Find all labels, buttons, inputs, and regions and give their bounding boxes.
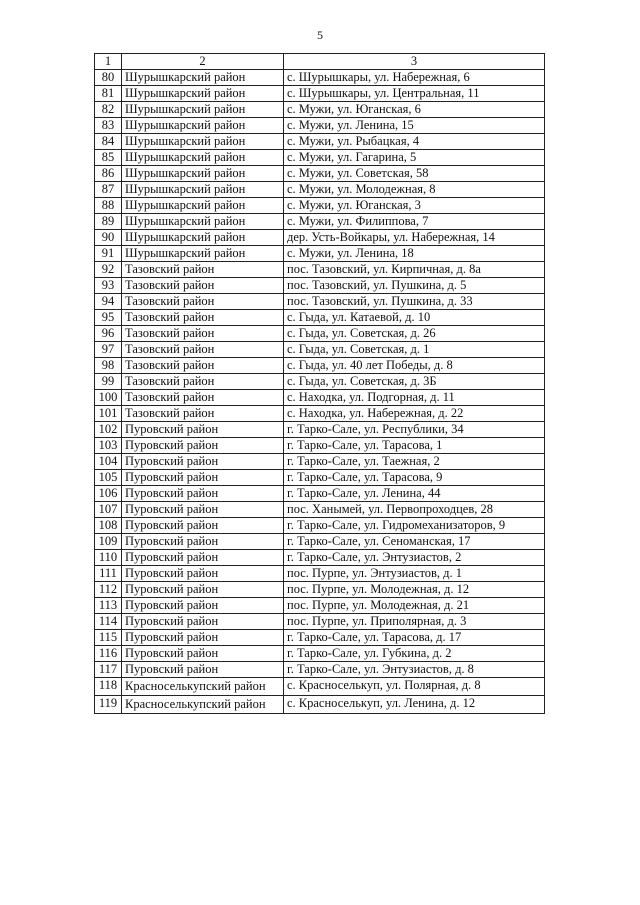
cell-district: Шурышкарский район bbox=[122, 182, 284, 198]
cell-number: 100 bbox=[95, 390, 122, 406]
document-table bbox=[94, 53, 545, 714]
cell-address: с. Мужи, ул. Молодежная, 8 bbox=[284, 182, 545, 198]
table-row bbox=[95, 566, 545, 582]
cell-address: с. Мужи, ул. Филиппова, 7 bbox=[284, 214, 545, 230]
table-row bbox=[95, 294, 545, 310]
cell-number: 103 bbox=[95, 438, 122, 454]
cell-district: Шурышкарский район bbox=[122, 118, 284, 134]
cell-district: Пуровский район bbox=[122, 582, 284, 598]
cell-address: г. Тарко-Сале, ул. Тарасова, д. 17 bbox=[284, 630, 545, 646]
table-row bbox=[95, 598, 545, 614]
cell-district: Шурышкарский район bbox=[122, 86, 284, 102]
table-row bbox=[95, 406, 545, 422]
table-row bbox=[95, 614, 545, 630]
cell-number: 115 bbox=[95, 630, 122, 646]
cell-number: 91 bbox=[95, 246, 122, 262]
cell-number: 101 bbox=[95, 406, 122, 422]
cell-district: Пуровский район bbox=[122, 422, 284, 438]
table-row bbox=[95, 230, 545, 246]
cell-district: Пуровский район bbox=[122, 662, 284, 678]
table-row bbox=[95, 182, 545, 198]
cell-district: Пуровский район bbox=[122, 486, 284, 502]
cell-address: с. Шурышкары, ул. Набережная, 6 bbox=[284, 70, 545, 86]
cell-district: Пуровский район bbox=[122, 598, 284, 614]
cell-district: Шурышкарский район bbox=[122, 102, 284, 118]
page-number: 5 bbox=[317, 28, 323, 42]
cell-address: с. Мужи, ул. Рыбацкая, 4 bbox=[284, 134, 545, 150]
table-row bbox=[95, 662, 545, 678]
cell-address: г. Тарко-Сале, ул. Энтузиастов, 2 bbox=[284, 550, 545, 566]
cell-district: Шурышкарский район bbox=[122, 198, 284, 214]
cell-district: Тазовский район bbox=[122, 358, 284, 374]
table-row bbox=[95, 262, 545, 278]
cell-address: с. Находка, ул. Набережная, д. 22 bbox=[284, 406, 545, 422]
cell-address: с. Красноселькуп, ул. Полярная, д. 8 bbox=[284, 678, 545, 696]
cell-address: пос. Ханымей, ул. Первопроходцев, 28 bbox=[284, 502, 545, 518]
cell-district: Тазовский район bbox=[122, 326, 284, 342]
cell-district: Шурышкарский район bbox=[122, 134, 284, 150]
table-row bbox=[95, 326, 545, 342]
table-row bbox=[95, 438, 545, 454]
header-cell-district: 2 bbox=[122, 54, 284, 70]
cell-number: 90 bbox=[95, 230, 122, 246]
table-row bbox=[95, 486, 545, 502]
cell-district: Шурышкарский район bbox=[122, 150, 284, 166]
cell-address: г. Тарко-Сале, ул. Таежная, 2 bbox=[284, 454, 545, 470]
cell-number: 111 bbox=[95, 566, 122, 582]
header-cell-number: 1 bbox=[95, 54, 122, 70]
cell-address: пос. Тазовский, ул. Пушкина, д. 33 bbox=[284, 294, 545, 310]
cell-district: Шурышкарский район bbox=[122, 246, 284, 262]
cell-number: 118 bbox=[95, 678, 122, 696]
cell-address: с. Мужи, ул. Советская, 58 bbox=[284, 166, 545, 182]
table-body bbox=[95, 54, 545, 714]
cell-district: Пуровский район bbox=[122, 550, 284, 566]
cell-address: г. Тарко-Сале, ул. Республики, 34 bbox=[284, 422, 545, 438]
table-row bbox=[95, 134, 545, 150]
cell-number: 107 bbox=[95, 502, 122, 518]
cell-number: 81 bbox=[95, 86, 122, 102]
cell-district: Пуровский район bbox=[122, 566, 284, 582]
cell-number: 95 bbox=[95, 310, 122, 326]
cell-address: с. Мужи, ул. Гагарина, 5 bbox=[284, 150, 545, 166]
cell-number: 85 bbox=[95, 150, 122, 166]
cell-district: Шурышкарский район bbox=[122, 166, 284, 182]
table-row bbox=[95, 454, 545, 470]
cell-address: с. Гыда, ул. Советская, д. 3Б bbox=[284, 374, 545, 390]
cell-address: с. Находка, ул. Подгорная, д. 11 bbox=[284, 390, 545, 406]
table-row bbox=[95, 582, 545, 598]
cell-district: Красноселькупский район bbox=[122, 696, 284, 714]
table-row bbox=[95, 214, 545, 230]
cell-district: Пуровский район bbox=[122, 534, 284, 550]
cell-address: с. Гыда, ул. 40 лет Победы, д. 8 bbox=[284, 358, 545, 374]
cell-number: 117 bbox=[95, 662, 122, 678]
cell-address: с. Красноселькуп, ул. Ленина, д. 12 bbox=[284, 696, 545, 714]
cell-number: 106 bbox=[95, 486, 122, 502]
table-row bbox=[95, 502, 545, 518]
cell-number: 110 bbox=[95, 550, 122, 566]
cell-number: 104 bbox=[95, 454, 122, 470]
cell-district: Тазовский район bbox=[122, 262, 284, 278]
table-row bbox=[95, 278, 545, 294]
cell-address: пос. Пурпе, ул. Энтузиастов, д. 1 bbox=[284, 566, 545, 582]
cell-number: 82 bbox=[95, 102, 122, 118]
cell-number: 89 bbox=[95, 214, 122, 230]
cell-district: Тазовский район bbox=[122, 294, 284, 310]
cell-number: 93 bbox=[95, 278, 122, 294]
cell-number: 99 bbox=[95, 374, 122, 390]
cell-district: Пуровский район bbox=[122, 438, 284, 454]
cell-number: 94 bbox=[95, 294, 122, 310]
table-row bbox=[95, 534, 545, 550]
header-cell-address: 3 bbox=[284, 54, 545, 70]
cell-district: Пуровский район bbox=[122, 470, 284, 486]
table-row bbox=[95, 696, 545, 714]
table-row bbox=[95, 550, 545, 566]
cell-address: пос. Тазовский, ул. Пушкина, д. 5 bbox=[284, 278, 545, 294]
table-row bbox=[95, 310, 545, 326]
cell-district: Тазовский район bbox=[122, 390, 284, 406]
cell-district: Пуровский район bbox=[122, 518, 284, 534]
cell-address: г. Тарко-Сале, ул. Тарасова, 1 bbox=[284, 438, 545, 454]
cell-address: пос. Тазовский, ул. Кирпичная, д. 8а bbox=[284, 262, 545, 278]
cell-district: Шурышкарский район bbox=[122, 70, 284, 86]
table-row bbox=[95, 390, 545, 406]
table-row bbox=[95, 374, 545, 390]
cell-address: г. Тарко-Сале, ул. Гидромеханизаторов, 9 bbox=[284, 518, 545, 534]
cell-address: с. Мужи, ул. Юганская, 3 bbox=[284, 198, 545, 214]
cell-district: Пуровский район bbox=[122, 630, 284, 646]
cell-address: пос. Пурпе, ул. Молодежная, д. 21 bbox=[284, 598, 545, 614]
table-row bbox=[95, 118, 545, 134]
cell-number: 88 bbox=[95, 198, 122, 214]
table-row bbox=[95, 150, 545, 166]
table-header-row bbox=[95, 54, 545, 70]
table-row bbox=[95, 422, 545, 438]
cell-number: 114 bbox=[95, 614, 122, 630]
cell-address: с. Гыда, ул. Советская, д. 26 bbox=[284, 326, 545, 342]
cell-address: с. Мужи, ул. Ленина, 15 bbox=[284, 118, 545, 134]
cell-address: г. Тарко-Сале, ул. Сеноманская, 17 bbox=[284, 534, 545, 550]
table-row bbox=[95, 630, 545, 646]
table-row bbox=[95, 166, 545, 182]
cell-number: 98 bbox=[95, 358, 122, 374]
table-row bbox=[95, 198, 545, 214]
cell-number: 86 bbox=[95, 166, 122, 182]
table-row bbox=[95, 470, 545, 486]
cell-number: 105 bbox=[95, 470, 122, 486]
cell-address: г. Тарко-Сале, ул. Ленина, 44 bbox=[284, 486, 545, 502]
cell-number: 112 bbox=[95, 582, 122, 598]
cell-address: дер. Усть-Войкары, ул. Набережная, 14 bbox=[284, 230, 545, 246]
cell-address: с. Мужи, ул. Юганская, 6 bbox=[284, 102, 545, 118]
cell-address: с. Гыда, ул. Катаевой, д. 10 bbox=[284, 310, 545, 326]
cell-district: Пуровский район bbox=[122, 646, 284, 662]
cell-district: Тазовский район bbox=[122, 406, 284, 422]
cell-number: 108 bbox=[95, 518, 122, 534]
cell-district: Тазовский район bbox=[122, 374, 284, 390]
cell-address: г. Тарко-Сале, ул. Тарасова, 9 bbox=[284, 470, 545, 486]
cell-number: 96 bbox=[95, 326, 122, 342]
cell-number: 109 bbox=[95, 534, 122, 550]
table-row bbox=[95, 518, 545, 534]
cell-number: 113 bbox=[95, 598, 122, 614]
cell-number: 92 bbox=[95, 262, 122, 278]
cell-number: 97 bbox=[95, 342, 122, 358]
cell-district: Шурышкарский район bbox=[122, 230, 284, 246]
cell-district: Тазовский район bbox=[122, 278, 284, 294]
cell-address: г. Тарко-Сале, ул. Энтузиастов, д. 8 bbox=[284, 662, 545, 678]
table-row bbox=[95, 678, 545, 696]
cell-number: 116 bbox=[95, 646, 122, 662]
cell-district: Тазовский район bbox=[122, 342, 284, 358]
cell-district: Пуровский район bbox=[122, 614, 284, 630]
cell-number: 80 bbox=[95, 70, 122, 86]
table-row bbox=[95, 70, 545, 86]
table-row bbox=[95, 358, 545, 374]
cell-number: 119 bbox=[95, 696, 122, 714]
cell-district: Красноселькупский район bbox=[122, 678, 284, 696]
table-row bbox=[95, 646, 545, 662]
cell-district: Тазовский район bbox=[122, 310, 284, 326]
cell-district: Шурышкарский район bbox=[122, 214, 284, 230]
cell-district: Пуровский район bbox=[122, 502, 284, 518]
table-row bbox=[95, 342, 545, 358]
cell-address: пос. Пурпе, ул. Молодежная, д. 12 bbox=[284, 582, 545, 598]
table-row bbox=[95, 86, 545, 102]
table-row bbox=[95, 102, 545, 118]
cell-number: 83 bbox=[95, 118, 122, 134]
cell-address: с. Гыда, ул. Советская, д. 1 bbox=[284, 342, 545, 358]
cell-number: 87 bbox=[95, 182, 122, 198]
cell-address: пос. Пурпе, ул. Приполярная, д. 3 bbox=[284, 614, 545, 630]
table-row bbox=[95, 246, 545, 262]
cell-district: Пуровский район bbox=[122, 454, 284, 470]
cell-address: с. Мужи, ул. Ленина, 18 bbox=[284, 246, 545, 262]
cell-number: 102 bbox=[95, 422, 122, 438]
cell-number: 84 bbox=[95, 134, 122, 150]
cell-address: г. Тарко-Сале, ул. Губкина, д. 2 bbox=[284, 646, 545, 662]
cell-address: с. Шурышкары, ул. Центральная, 11 bbox=[284, 86, 545, 102]
